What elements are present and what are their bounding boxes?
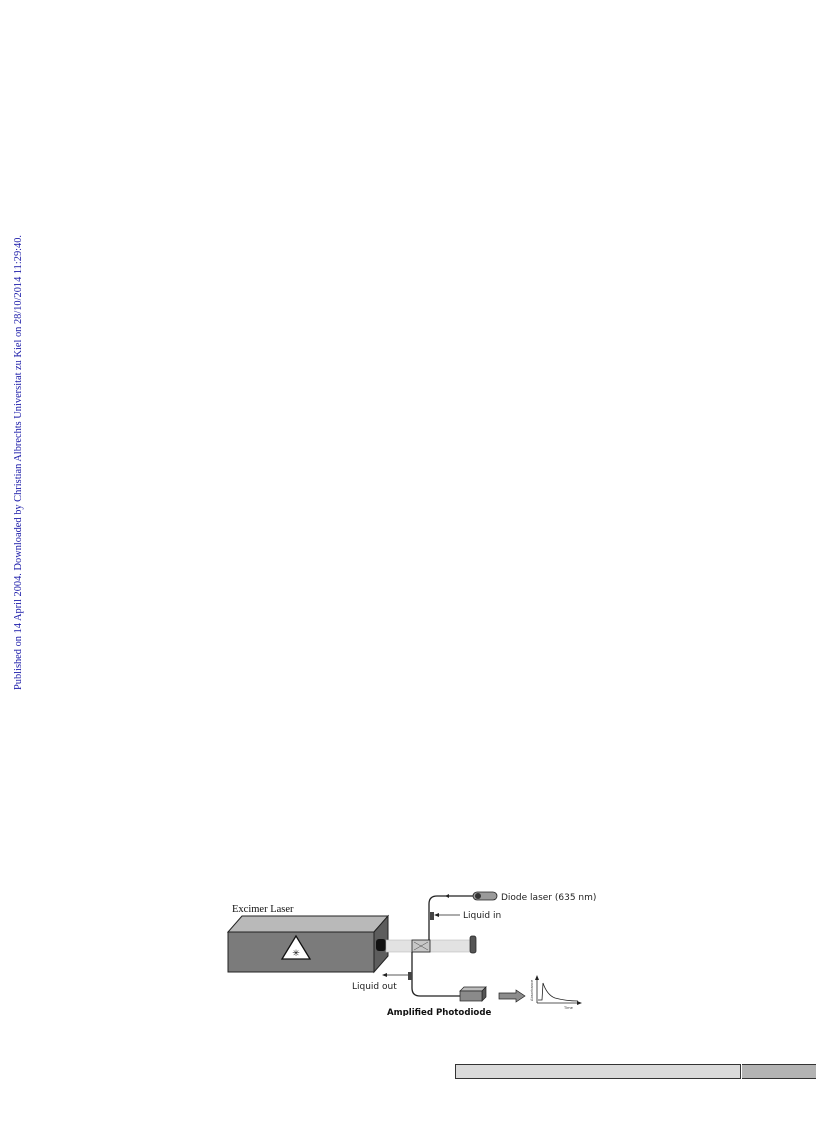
signal-x-axis-label: Time bbox=[564, 1006, 573, 1010]
beam-stop bbox=[470, 936, 476, 953]
liquid-in-label: Liquid in bbox=[463, 911, 502, 921]
footer-bar bbox=[455, 1064, 741, 1079]
laser-beam bbox=[386, 940, 476, 952]
footer-bar-end bbox=[742, 1064, 816, 1079]
laser-output-port bbox=[376, 939, 386, 951]
experimental-setup-figure bbox=[224, 886, 608, 1016]
liquid-in-fitting bbox=[430, 912, 434, 920]
signal-plot bbox=[530, 975, 582, 1010]
signal-decay-trace bbox=[538, 983, 578, 1001]
photodiode-fiber bbox=[412, 952, 460, 996]
laser-box-top bbox=[228, 916, 388, 932]
photodiode-icon bbox=[460, 987, 486, 1001]
photodiode-label: Amplified Photodiode bbox=[387, 1008, 492, 1016]
liquid-out-label: Liquid out bbox=[352, 982, 397, 992]
output-arrow bbox=[499, 990, 525, 1002]
diode-laser-label: Diode laser (635 nm) bbox=[501, 893, 597, 903]
excimer-laser-label: Excimer Laser bbox=[232, 904, 294, 915]
liquid-out-fitting bbox=[408, 972, 412, 980]
laser-warning-symbol: ✳ bbox=[292, 949, 300, 959]
excimer-laser-box bbox=[228, 916, 388, 972]
download-notice: Published on 14 April 2004. Downloaded by Christian Albrechts Universitat zu Kiel on 28/10/2014 11:29:40. bbox=[13, 234, 24, 690]
signal-y-axis-label: Absorbance bbox=[530, 979, 534, 1001]
